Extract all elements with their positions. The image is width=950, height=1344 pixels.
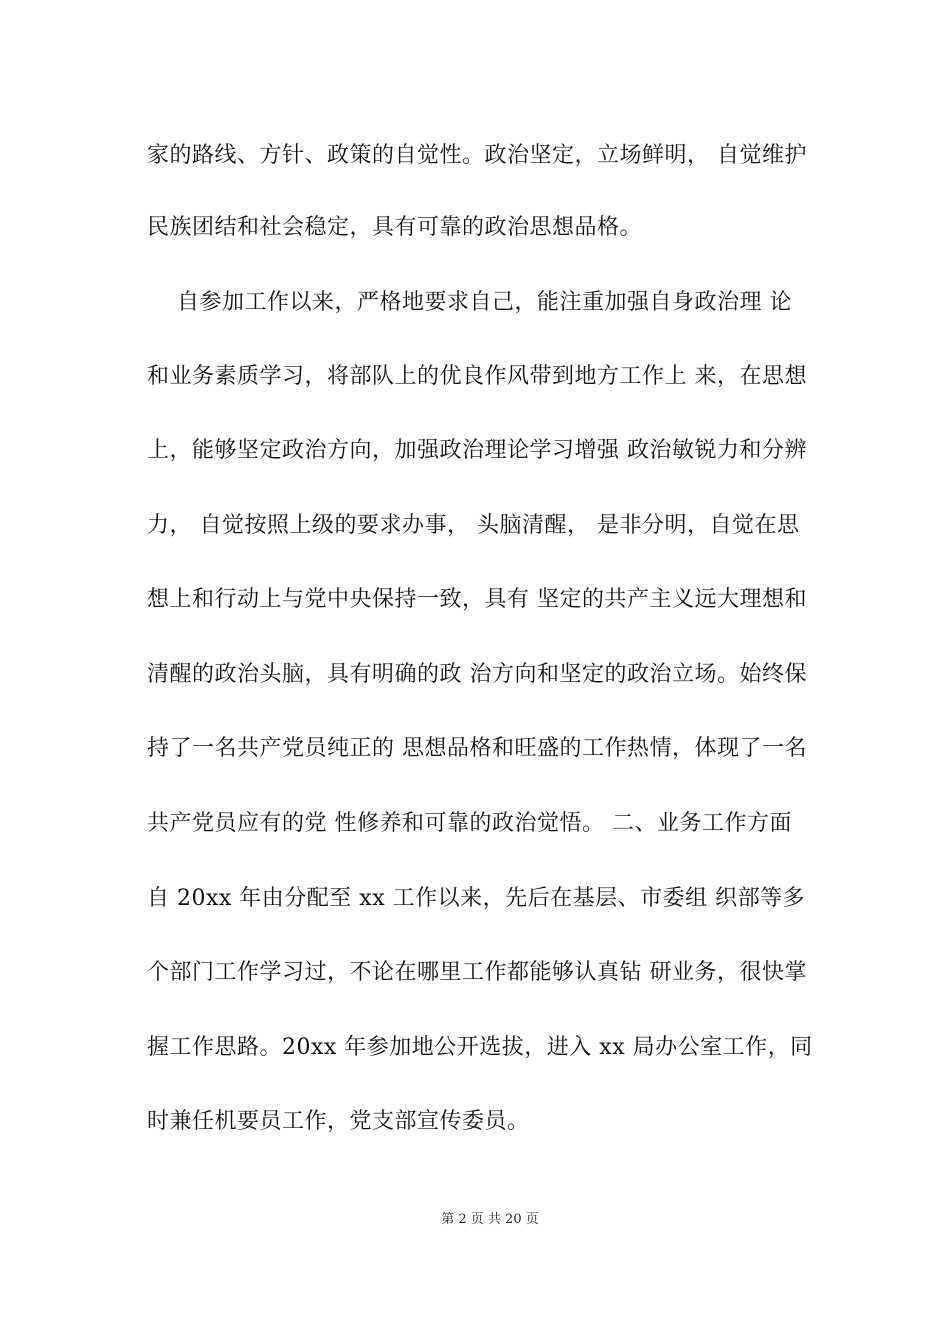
page-number-footer: 第 2 页 共 20 页 <box>441 1212 539 1227</box>
text-line-7: 想上和行动上与党中央保持一致，具有 坚定的共产主义远大理想和 <box>147 587 807 612</box>
text-line-5: 上，能够坚定政治方向，加强政治理论学习增强 政治敏锐力和分辨 <box>147 438 807 463</box>
text-line-14: 时兼任机要员工作，党支部宣传委员。 <box>147 1109 530 1134</box>
text-line-2: 民族团结和社会稳定，具有可靠的政治思想品格。 <box>147 215 643 240</box>
text-line-12: 个部门工作学习过，不论在哪里工作都能够认真钻 研业务，很快掌 <box>147 960 807 985</box>
text-line-4: 和业务素质学习，将部队上的优良作风带到地方工作上 来，在思想 <box>147 364 807 389</box>
text-line-1: 家的路线、方针、政策的自觉性。政治坚定，立场鲜明， 自觉维护 <box>147 143 807 168</box>
text-line-10: 共产党员应有的党 性修养和可靠的政治觉悟。 二、业务工作方面 <box>147 811 792 836</box>
text-line-3: 自参加工作以来，严格地要求自己，能注重加强自身政治理 论 <box>147 290 792 315</box>
text-line-13: 握工作思路。20xx 年参加地公开选拔，进入 xx 局办公室工作，同 <box>147 1035 813 1060</box>
text-line-9: 持了一名共产党员纯正的 思想品格和旺盛的工作热情，体现了一名 <box>147 736 807 761</box>
text-line-6: 力， 自觉按照上级的要求办事， 头脑清醒， 是非分明，自觉在思 <box>147 513 800 538</box>
text-line-11: 自 20xx 年由分配至 xx 工作以来，先后在基层、市委组 织部等多 <box>147 886 806 911</box>
text-line-8: 清醒的政治头脑，具有明确的政 治方向和坚定的政治立场。始终保 <box>147 662 807 687</box>
